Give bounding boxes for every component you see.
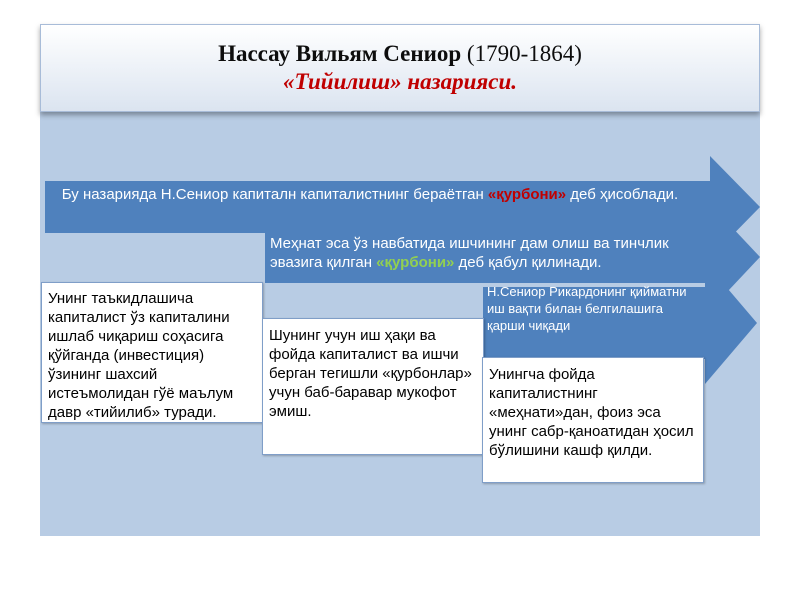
banner-1-text-end: деб ҳисоблади.: [566, 186, 679, 203]
banner-1-text-start: Бу назарияда Н.Сениор капиталн капиталистнинг бераётган: [61, 186, 488, 203]
banner-text-1: [60, 185, 680, 204]
title-box: [40, 24, 760, 112]
text-box-3: Унингча фойда капиталистнинг «меҳнати»дан, фоиз эса унинг сабр-қаноатидан ҳосил бўлишини кашф қилди.: [482, 357, 704, 483]
banner-2-highlight: «қурбони»: [376, 254, 455, 271]
arrow-head-3: [705, 262, 759, 384]
banner-2-text-end: деб қабул қилинади.: [454, 254, 602, 271]
text-box-1: Унинг таъкидлашича капиталист ўз капиталини ишлаб чиқариш соҳасига қўйганда (инвестиция) ўзининг шахсий истеъмолидан гўё маълум давр «тийилиб» туради.: [41, 282, 263, 423]
banner-2-text-start: Меҳнат эса ўз навбатида ишчининг дам олиш ва тинчлик эвазига қилган: [270, 235, 669, 271]
banner-text-3: Н.Сениор Рикардонинг қийматни иш вақти билан белгилашига қарши чиқади: [487, 284, 687, 333]
title-name: Нассау Вильям Сениор: [218, 41, 462, 66]
page-title: [41, 41, 759, 67]
title-years: (1790-1864): [466, 41, 582, 66]
text-box-2: Шунинг учун иш ҳақи ва фойда капиталист ва ишчи берган тегишли «қурбонлар» учун баб-баравар мукофот эмиш.: [262, 318, 484, 455]
page-subtitle: «Тийилиш» назарияси.: [282, 69, 517, 94]
banner-1-highlight: «қурбони»: [487, 186, 567, 203]
banner-text-2: [270, 234, 710, 272]
